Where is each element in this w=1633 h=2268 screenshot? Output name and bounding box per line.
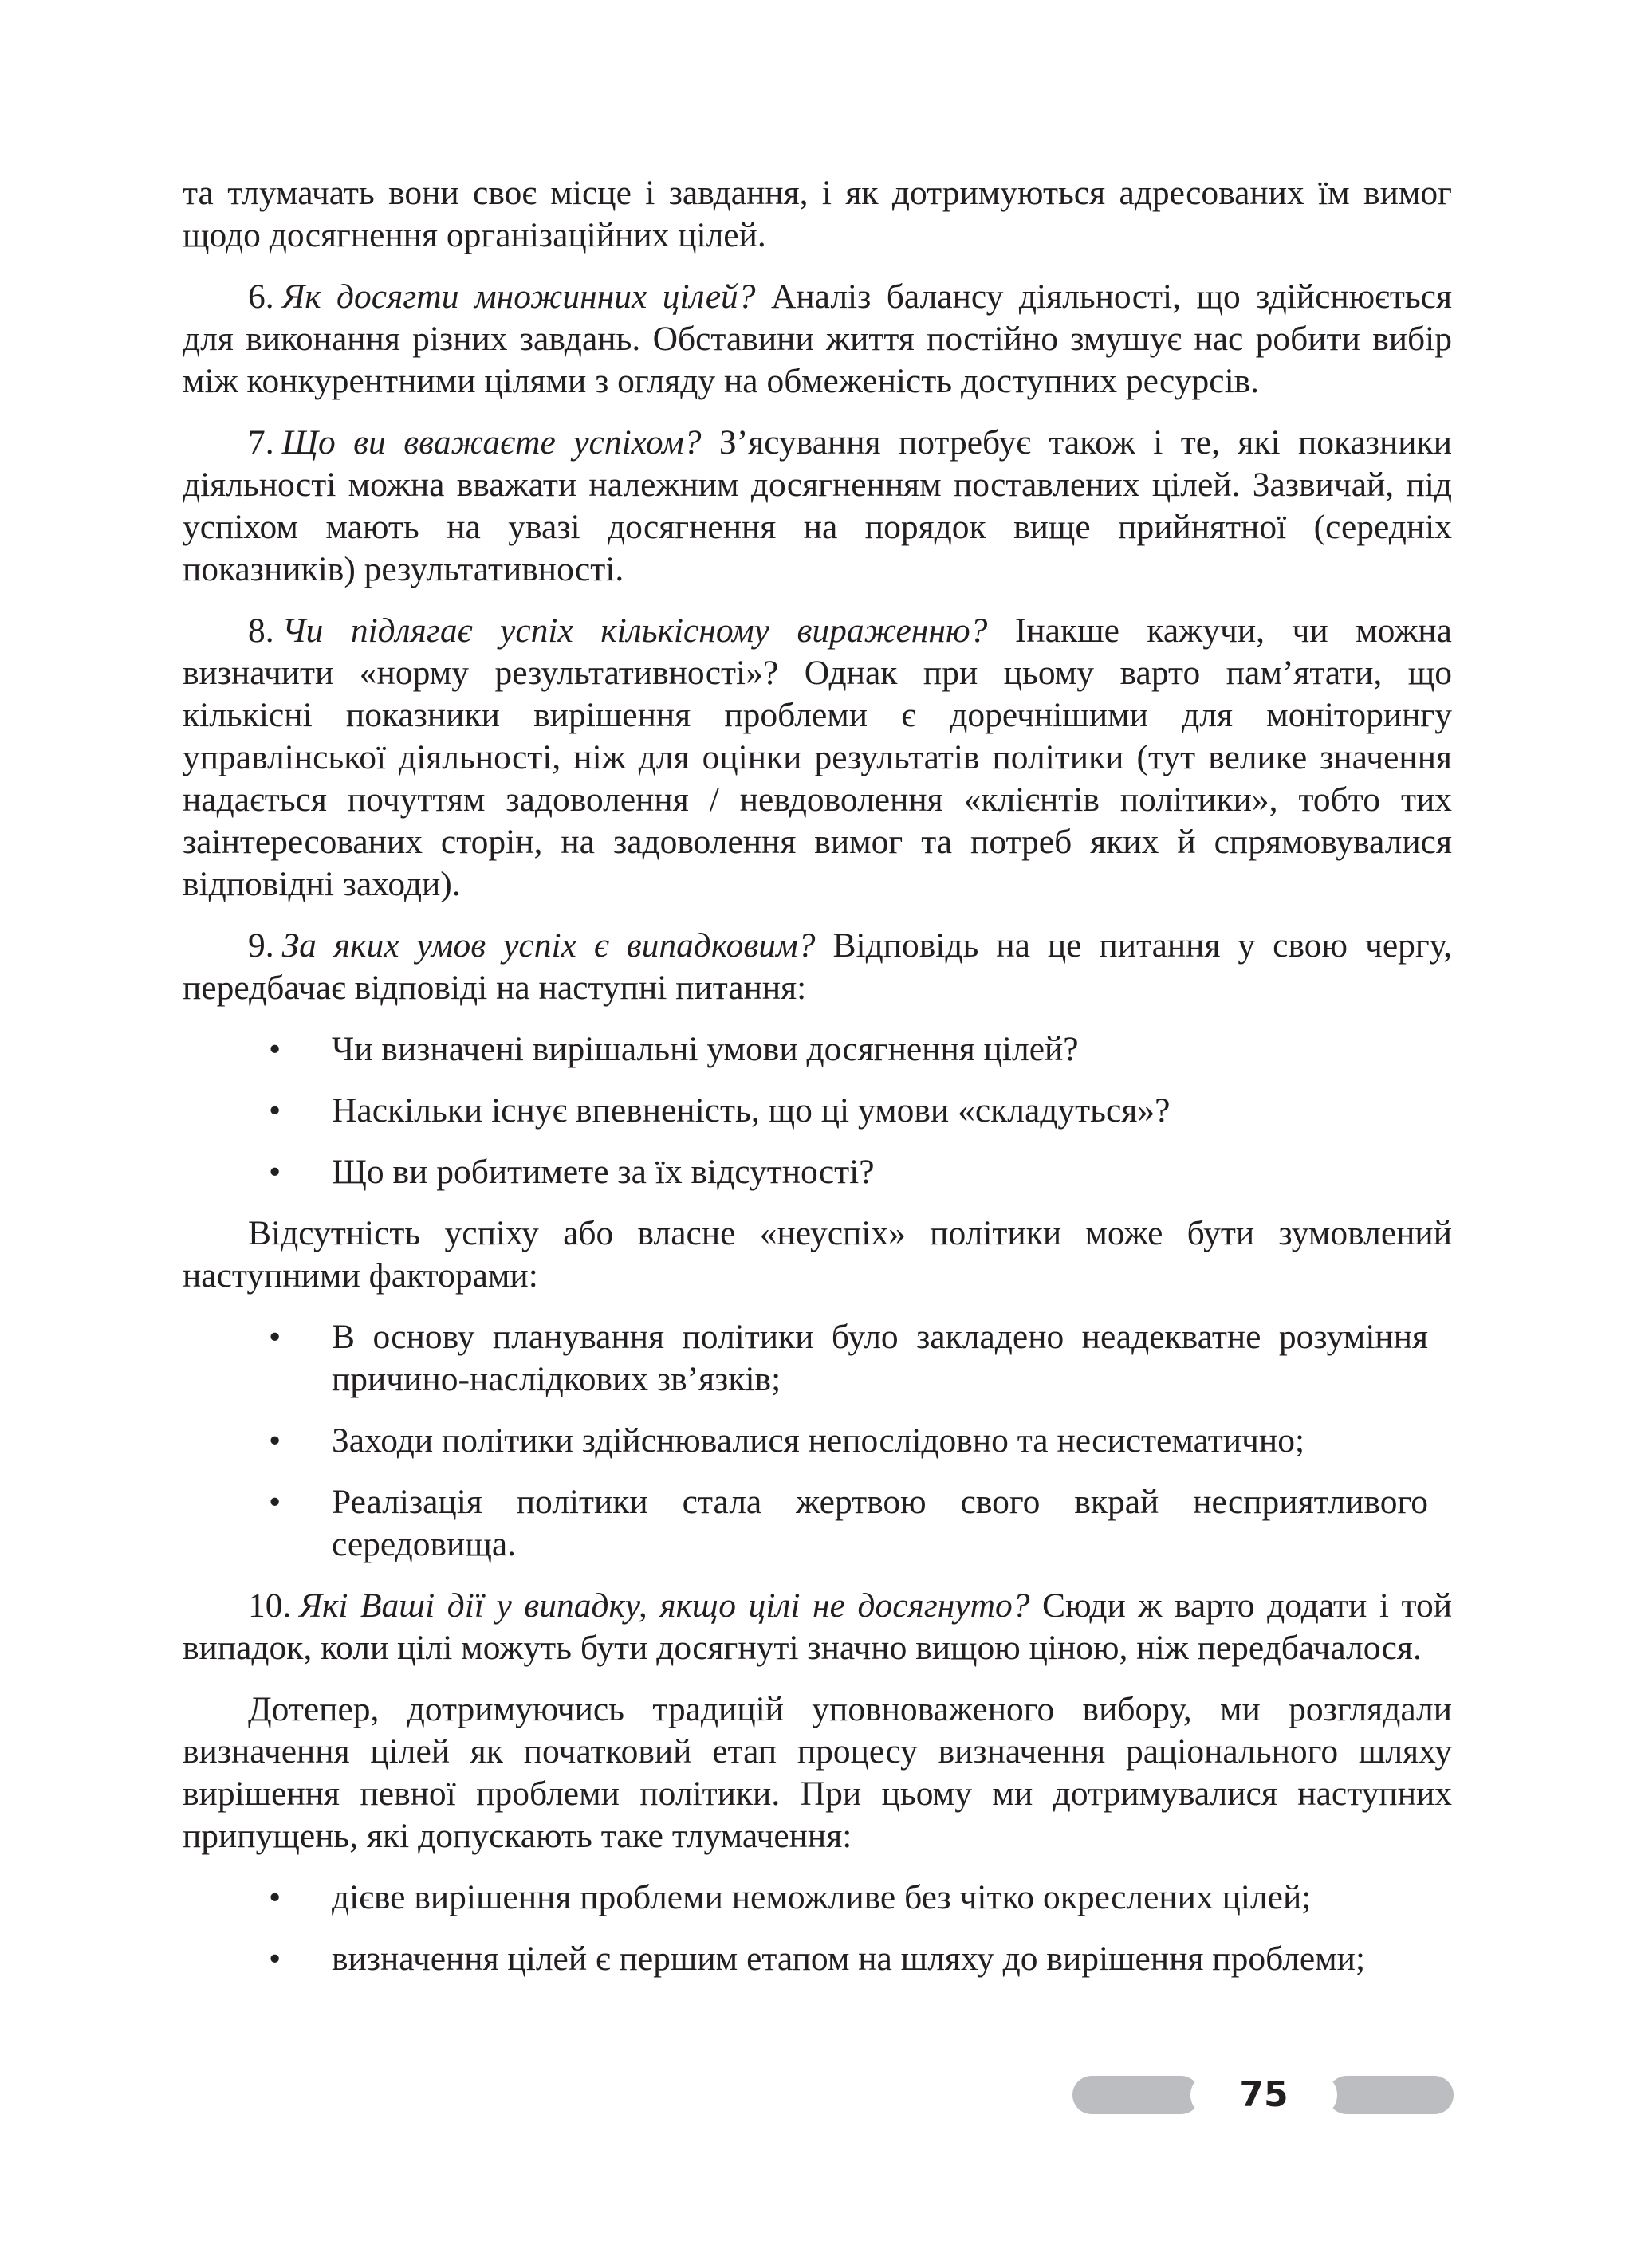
question-body: Сюди ж варто додати і той випадок, коли цілі можуть бути досягнуті значно вищою ціною, ніж передбачалося. xyxy=(183,1586,1452,1667)
question-number: 7. xyxy=(248,423,274,462)
paragraph-assumptions: Дотепер, дотримуючись традицій уповноваженого вибору, ми розглядали визначення цілей як початковий етап процесу визначення раціонального шляху вирішення певної проблеми політики. При цьому ми дотримувалися наступних припущень, які допускають таке тлумачення: xyxy=(183,1690,1452,1855)
question-body: Відповідь на це питання у свою чергу, передбачає відповіді на наступні питання: xyxy=(183,926,1452,1007)
bullet-icon: • xyxy=(269,1153,281,1191)
page-number-bar xyxy=(1072,2073,1454,2117)
list-item: • Чи визначені вирішальні умови досягнення цілей? xyxy=(183,1028,1452,1071)
question-title: За яких умов успіх є випадковим? xyxy=(281,926,816,965)
question-body: З’ясування потребує також і те, які показники діяльності можна вважати належним досягненням поставлених цілей. Зазвичай, під успіхом мають на увазі досягнення на порядок вище прийнятної (середніх показників) результативності. xyxy=(183,423,1452,588)
question-number: 8. xyxy=(248,611,274,650)
page-number: 75 xyxy=(1190,2073,1337,2117)
question-number: 6. xyxy=(248,277,274,316)
question-body: Інакше кажучи, чи можна визначити «норму результативності»? Однак при цьому варто пам’ятати, що кількісні показники вирішення проблеми є доречнішими для моніторингу управлінської діяльності, ніж для оцінки результатів політики (тут велике значення надається почуттям задоволення / невдоволення «клієнтів політики», тобто тих заінтересованих сторін, на задоволення вимог та потреб яких й спрямовувалися відповідні заходи). xyxy=(183,611,1452,903)
question-9 xyxy=(183,925,1452,1009)
question-body: Аналіз балансу діяльності, що здійснюється для виконання різних завдань. Обставини життя постійно змушує нас робити вибір між конкурентними цілями з огляду на обмеженість доступних ресурсів. xyxy=(183,277,1452,400)
question-10 xyxy=(183,1585,1452,1669)
page-bar-left-decoration xyxy=(1072,2076,1200,2114)
page-content xyxy=(183,172,1452,1999)
page-bar-right-decoration xyxy=(1328,2076,1454,2114)
bullet-icon: • xyxy=(269,1483,281,1521)
list-item: • Наскільки існує впевненість, що ці умови «складуться»? xyxy=(183,1090,1452,1132)
question-number: 10. xyxy=(248,1586,292,1625)
question-title: Як досягти множинних цілей? xyxy=(281,277,756,316)
list-item: • визначення цілей є першим етапом на шляху до вирішення проблеми; xyxy=(183,1938,1452,1980)
list-item: • Заходи політики здійснювалися непослідовно та несистематично; xyxy=(183,1420,1452,1462)
bullet-icon: • xyxy=(269,1940,281,1978)
question-title: Чи підлягає успіх кількісному вираженню? xyxy=(281,611,988,650)
question-title: Що ви вважаєте успіхом? xyxy=(281,423,702,462)
list-item: • дієве вирішення проблеми неможливе без чітко окреслених цілей; xyxy=(183,1877,1452,1919)
bullet-icon: • xyxy=(269,1318,281,1356)
bullet-icon: • xyxy=(269,1091,281,1130)
bullet-list-factors xyxy=(183,1316,1452,1566)
list-item: • Що ви робитимете за їх відсутності? xyxy=(183,1151,1452,1193)
bullet-list-conditions xyxy=(183,1028,1452,1193)
bullet-icon: • xyxy=(269,1421,281,1460)
question-7 xyxy=(183,422,1452,591)
list-item: • Реалізація політики стала жертвою свого вкрай несприятливого середовища. xyxy=(269,1483,1428,1563)
question-number: 9. xyxy=(248,926,274,965)
paragraph-continuation: та тлумачать вони своє місце і завдання, і як дотримуються адресованих їм вимог щодо досягнення організаційних цілей. xyxy=(183,174,1452,254)
question-6 xyxy=(183,276,1452,403)
question-8 xyxy=(183,610,1452,906)
bullet-list-assumptions xyxy=(183,1877,1452,1980)
question-title: Які Ваші дії у випадку, якщо цілі не досягнуто? xyxy=(299,1586,1030,1625)
paragraph-absence-of-success: Відсутність успіху або власне «неуспіх» політики може бути зумовлений наступними факторами: xyxy=(183,1214,1452,1295)
bullet-icon: • xyxy=(269,1878,281,1916)
bullet-icon: • xyxy=(269,1030,281,1068)
list-item: • В основу планування політики було закладено неадекватне розуміння причино-наслідкових зв’язків; xyxy=(269,1318,1428,1398)
